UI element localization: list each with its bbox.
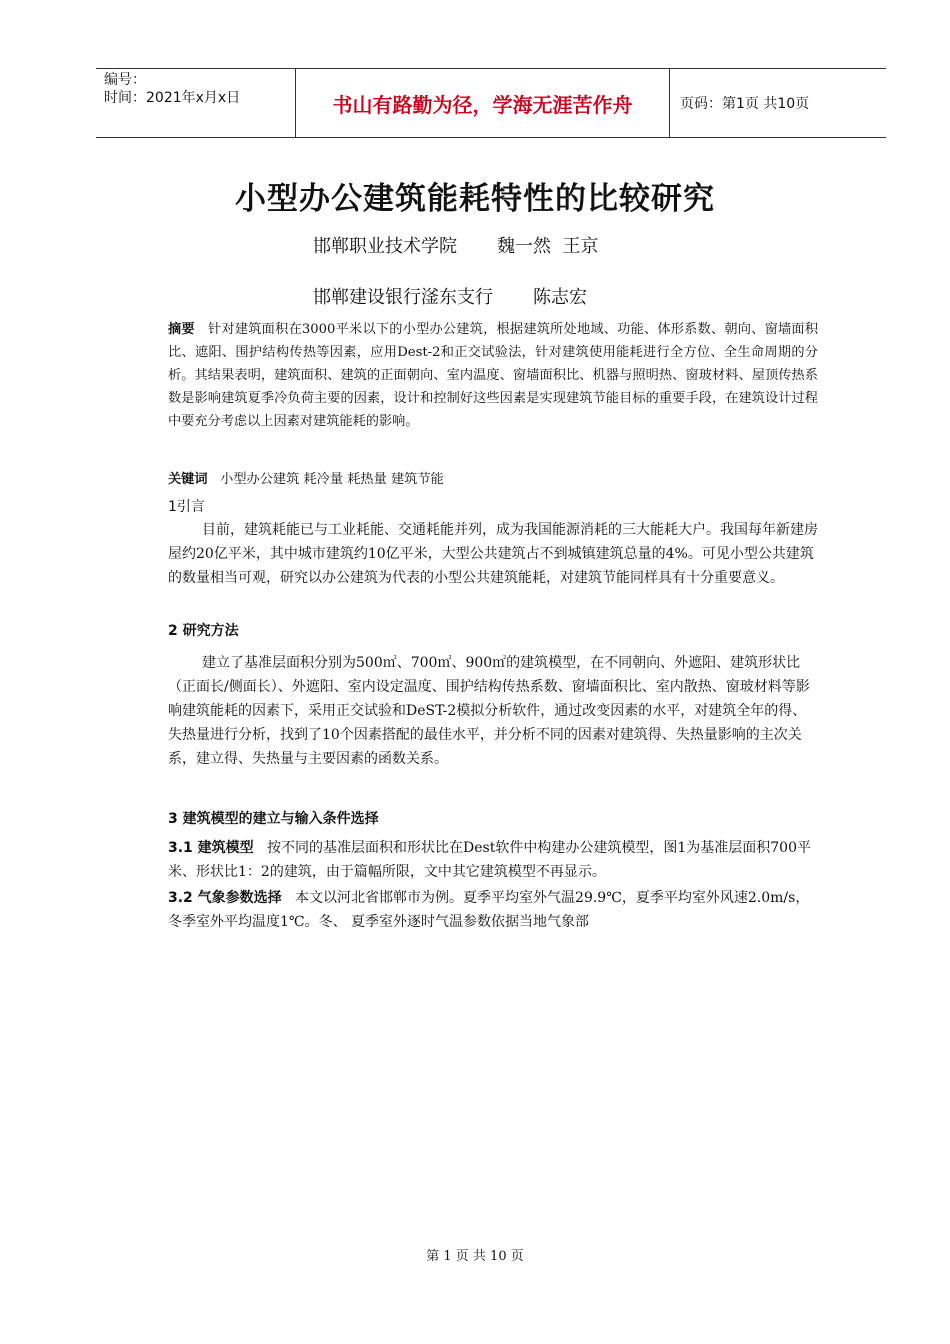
section-3-1 [168,836,818,884]
section-3-1-label: 3.1 建筑模型 [168,840,254,856]
section-3-heading: 3 建筑模型的建立与输入条件选择 [168,811,379,827]
section-3-2-text: 本文以河北省邯郸市为例。夏季平均室外气温29.9℃，夏季平均室外风速2.0m/s，冬季室外平均温度1℃。冬、 夏季室外逐时气温参数依据当地气象部 [168,890,810,930]
abstract [168,318,818,433]
section-3-2-label: 3.2 气象参数选择 [168,890,282,906]
author-line-1: 邯郸职业技术学院 魏一然 王京 [313,236,599,257]
keywords-label: 关键词 [168,472,208,487]
section-1-heading: 1引言 [168,499,205,515]
header-meta [96,69,296,137]
header-motto: 书山有路勤为径，学海无涯苦作舟 [296,69,670,137]
abstract-text: 针对建筑面积在3000平米以下的小型办公建筑，根据建筑所处地域、功能、体形系数、朝向、窗墙面积比、遮阳、围护结构传热等因素，应用Dest-2和正交试验法，针对建筑使用能耗进行全方位、全生命周期的分析。其结果表明，建筑面积、建筑的正面朝向、室内温度、窗墙面积比、机器与照明热、窗玻材料、屋顶传热系数是影响建筑夏季冷负荷主要的因素，设计和控制好这些因素是实现建筑节能目标的重要手段，在建筑设计过程中要充分考虑以上因素对建筑能耗的影响。 [168,322,819,429]
time-label: 时间：2021年x月x日 [104,90,241,106]
author-line-2: 邯郸建设银行滏东支行 陈志宏 [313,287,588,308]
header-page-label: 页码：第1页 共10页 [680,96,810,112]
page-header [96,68,886,138]
section-2-text: 建立了基准层面积分别为500㎡、700㎡、900㎡的建筑模型，在不同朝向、外遮阳、建筑形状比（正面长/侧面长）、外遮阳、室内设定温度、围护结构传热系数、窗墙面积比、室内散热、窗玻材料等影响建筑能耗的因素下，采用正交试验和DeST-2模拟分析软件，通过改变因素的水平，对建筑全年的得、失热量进行分析，找到了10个因素搭配的最佳水平，并分析不同的因素对建筑得、失热量影响的主次关系，建立得、失热量与主要因素的函数关系。 [168,655,810,767]
section-1-text: 目前，建筑耗能已与工业耗能、交通耗能并列，成为我国能源消耗的三大能耗大户。我国每年新建房屋约20亿平米，其中城市建筑约10亿平米，大型公共建筑占不到城镇建筑总量的4%。可见小型公共建筑的数量相当可观，研究以办公建筑为代表的小型公共建筑能耗，对建筑节能同样具有十分重要意义。 [168,522,818,586]
number-label: 编号： [104,72,146,88]
keywords-text: 小型办公建筑 耗冷量 耗热量 建筑节能 [220,472,444,487]
page-footer: 第 1 页 共 10 页 [426,1249,524,1264]
keywords [168,468,818,492]
section-3-2 [168,886,818,934]
abstract-label: 摘要 [168,322,195,337]
document-title: 小型办公建筑能耗特性的比较研究 [235,181,715,217]
section-3-1-text: 按不同的基准层面积和形状比在Dest软件中构建办公建筑模型，图1为基准层面积700平米、形状比1：2的建筑，由于篇幅所限，文中其它建筑模型不再显示。 [168,840,811,880]
section-2-heading: 2 研究方法 [168,623,239,639]
